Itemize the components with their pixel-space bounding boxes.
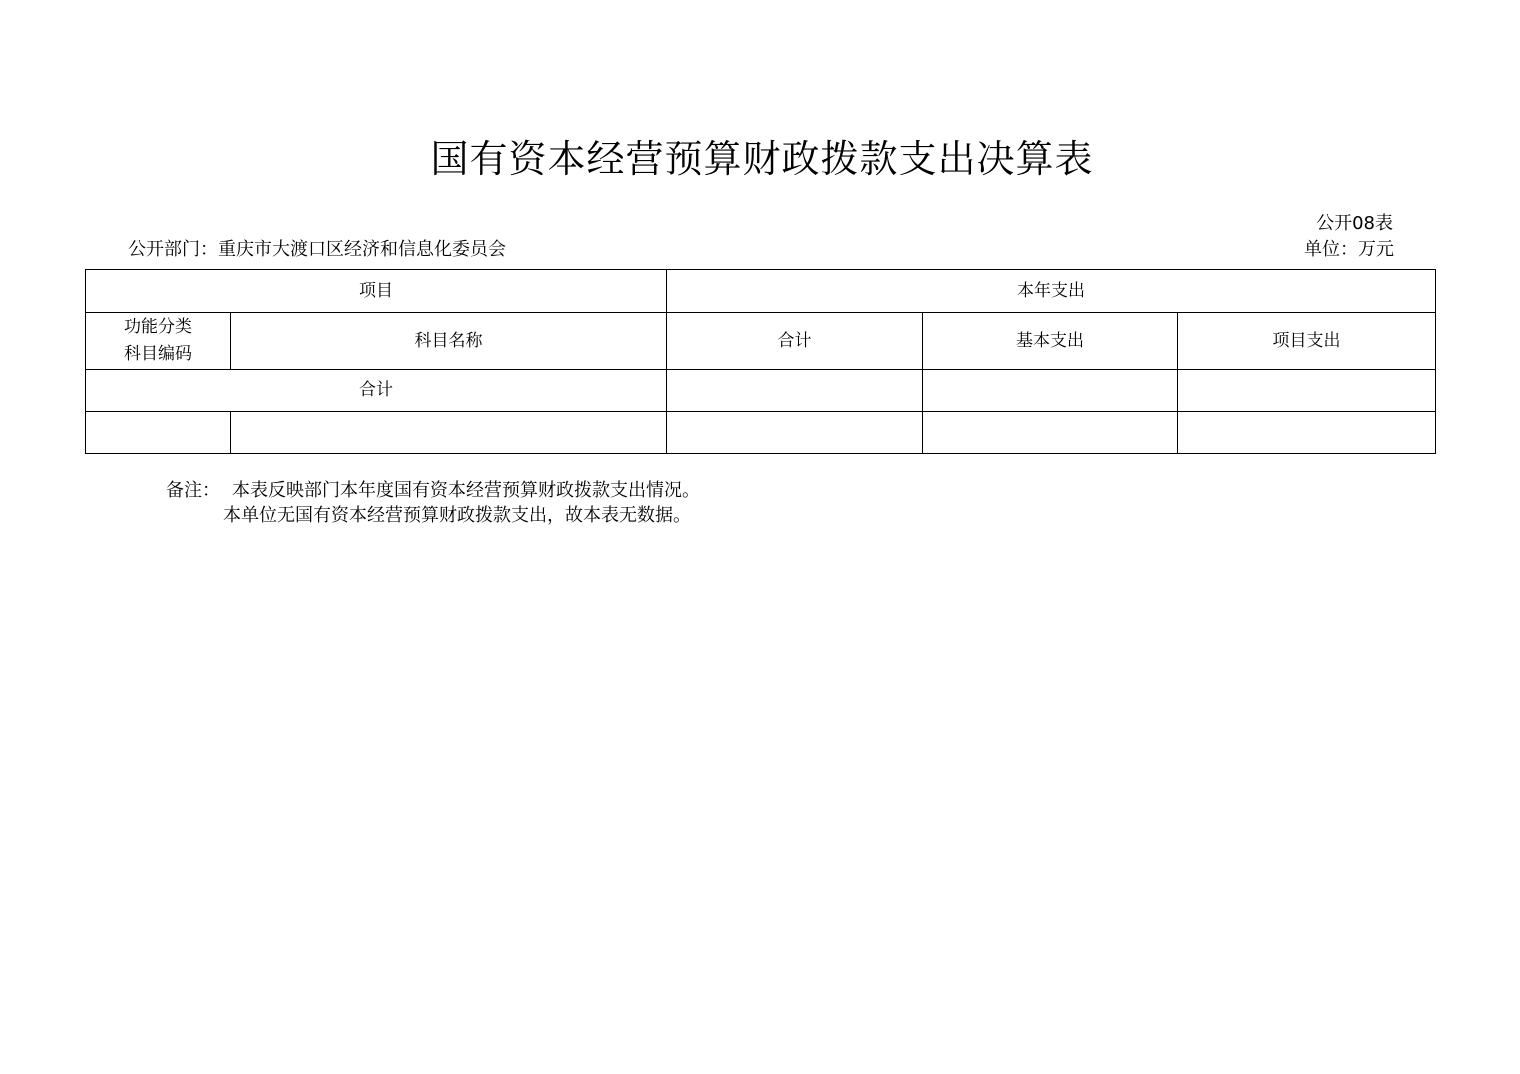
header-function-code-line1: 功能分类 xyxy=(124,317,192,337)
total-row-label: 合计 xyxy=(86,370,667,412)
total-row-basic xyxy=(923,370,1178,412)
notes-label: 备注： xyxy=(166,480,220,501)
cell-total xyxy=(667,412,923,454)
notes-text-1: 本表反映部门本年度国有资本经营预算财政拨款支出情况。 xyxy=(232,480,700,501)
table-row xyxy=(86,412,1436,454)
header-row-1 xyxy=(86,270,1436,313)
notes xyxy=(166,478,700,528)
cell-name xyxy=(231,412,667,454)
header-function-code-line2: 科目编码 xyxy=(124,344,192,364)
header-year-expense: 本年支出 xyxy=(667,270,1436,313)
total-row-project xyxy=(1178,370,1436,412)
notes-line-1 xyxy=(166,478,700,503)
header-project-expense: 项目支出 xyxy=(1178,313,1436,370)
header-basic-expense: 基本支出 xyxy=(923,313,1178,370)
cell-project xyxy=(1178,412,1436,454)
cell-code xyxy=(86,412,231,454)
total-row xyxy=(86,370,1436,412)
expense-table xyxy=(85,269,1436,454)
header-total: 合计 xyxy=(667,313,923,370)
header-function-code xyxy=(86,313,231,370)
total-row-total xyxy=(667,370,923,412)
header-project: 项目 xyxy=(86,270,667,313)
header-subject-name: 科目名称 xyxy=(231,313,667,370)
header-row-2 xyxy=(86,313,1436,370)
notes-line-2: 本单位无国有资本经营预算财政拨款支出，故本表无数据。 xyxy=(223,505,691,526)
unit-label: 单位：万元 xyxy=(1304,239,1394,260)
cell-basic xyxy=(923,412,1178,454)
table-number: 公开08表 xyxy=(1316,213,1393,234)
department-label: 公开部门：重庆市大渡口区经济和信息化委员会 xyxy=(128,239,506,260)
page-title: 国有资本经营预算财政拨款支出决算表 xyxy=(430,137,1094,181)
